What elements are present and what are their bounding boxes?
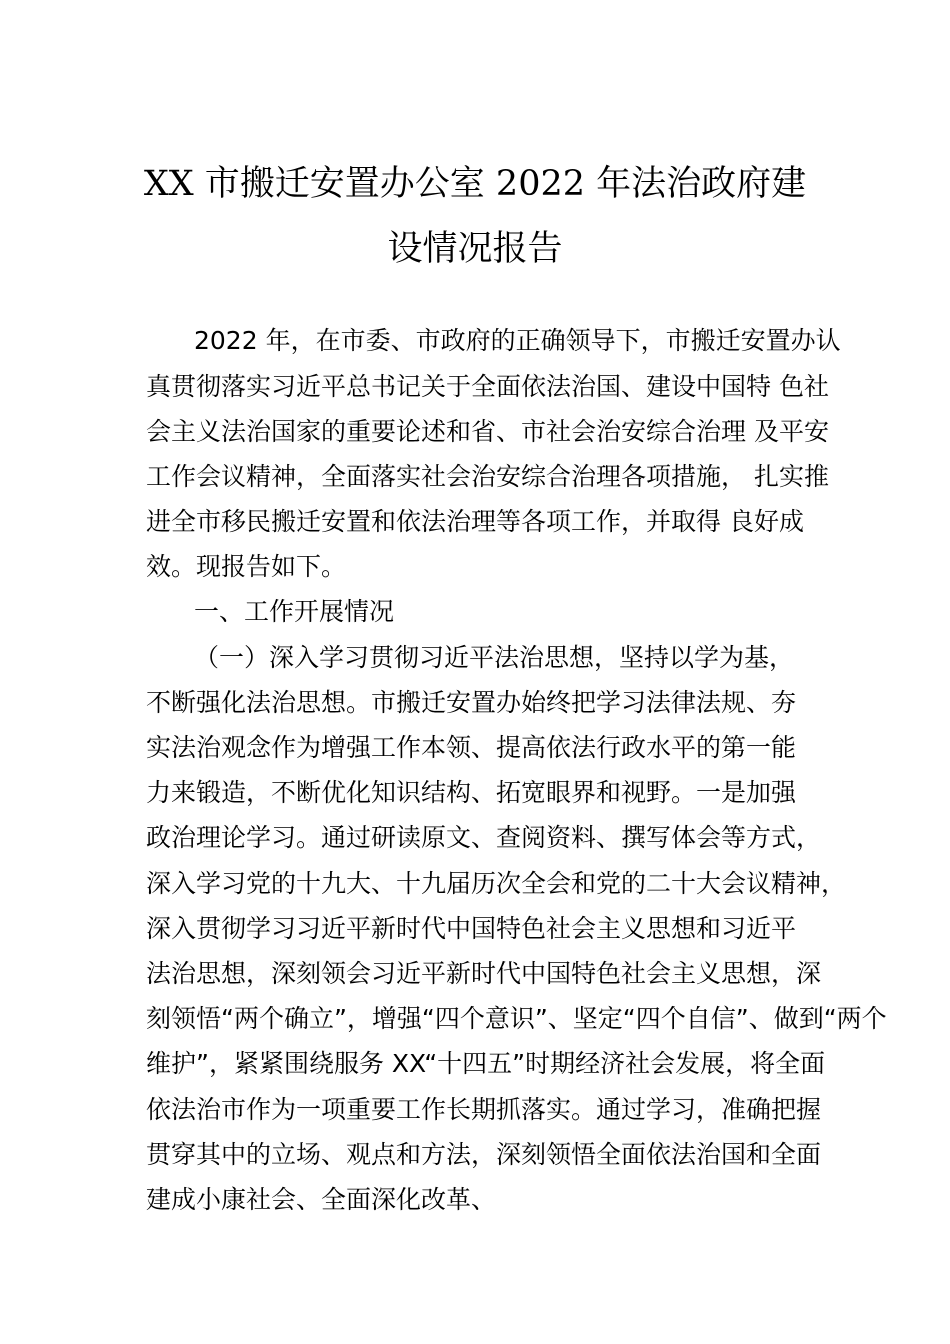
section-heading: 一、工作开展情况 [194,597,395,626]
paragraph-line: 法治思想，深刻领会习近平新时代中国特色社会主义思想，深 [146,959,822,988]
paragraph-line: 维护”，紧紧围绕服务 XX“十四五”时期经济社会发展，将全面 [146,1049,826,1078]
paragraph-line: 深入贯彻学习习近平新时代中国特色社会主义思想和习近平 [146,914,797,943]
paragraph-line: 刻领悟“两个确立”，增强“四个意识”、坚定“四个自信”、做到“两个 [146,1004,887,1033]
paragraph-line: 建成小康社会、全面深化改革、 [146,1185,497,1214]
paragraph-line: 不断强化法治思想。市搬迁安置办始终把学习法律法规、夯 [146,688,797,717]
paragraph-line: 工作会议精神，全面落实社会治安综合治理各项措施， 扎实推 [146,462,829,491]
document-title-line-1: XX 市搬迁安置办公室 2022 年法治政府建 [143,164,807,204]
paragraph-line: 进全市移民搬迁安置和依法治理等各项工作，并取得 良好成 [146,507,804,536]
document-title-line-2: 设情况报告 [387,229,563,269]
paragraph-line: 政治理论学习。通过研读原文、查阅资料、撰写体会等方式， [146,823,822,852]
paragraph-line: 实法治观念作为增强工作本领、提高依法行政水平的第一能 [146,733,797,762]
paragraph-line: 力来锻造，不断优化知识结构、拓宽眼界和视野。一是加强 [146,778,797,807]
paragraph-line: 2022 年，在市委、市政府的正确领导下，市搬迁安置办认 [194,326,841,355]
paragraph-line: 真贯彻落实习近平总书记关于全面依法治国、建设中国特 色社 [146,372,829,401]
subsection-heading: （一）深入学习贯彻习近平法治思想，坚持以学为基， [194,643,795,672]
paragraph-line: 效。现报告如下。 [146,552,347,581]
paragraph-line: 深入学习党的十九大、十九届历次全会和党的二十大会议精神， [146,869,847,898]
paragraph-line: 贯穿其中的立场、观点和方法，深刻领悟全面依法治国和全面 [146,1140,822,1169]
paragraph-line: 依法治市作为一项重要工作长期抓落实。通过学习，准确把握 [146,1095,822,1124]
paragraph-line: 会主义法治国家的重要论述和省、市社会治安综合治理 及平安 [146,417,829,446]
